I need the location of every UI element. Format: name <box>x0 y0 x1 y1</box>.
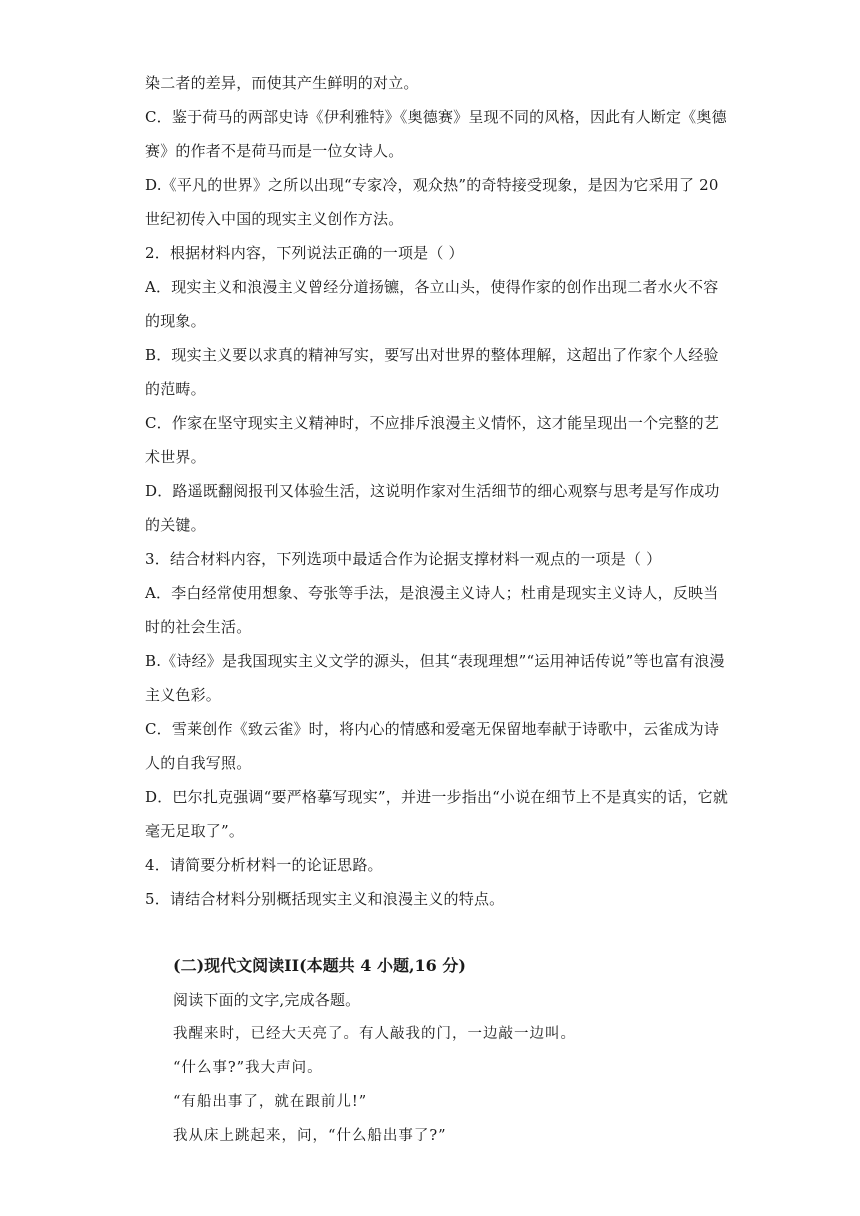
question-5: 5．请结合材料分别概括现实主义和浪漫主义的特点。 <box>145 890 505 908</box>
text-line: 的关键。 <box>145 516 206 534</box>
passage-line: “有船出事了，就在跟前儿!” <box>173 1094 368 1110</box>
question-4: 4．请简要分析材料一的论证思路。 <box>145 856 383 874</box>
option-b: B.《诗经》是我国现实主义文学的源头，但其“表现理想”“运用神话传说”等也富有浪漫 <box>145 652 725 670</box>
text-line: C．鉴于荷马的两部史诗《伊利雅特》《奥德赛》呈现不同的风格，因此有人断定《奥德 <box>145 108 727 126</box>
question-2-stem: 2．根据材料内容，下列说法正确的一项是（ ） <box>145 244 464 262</box>
question-3-stem: 3．结合材料内容，下列选项中最适合作为论据支撑材料一观点的一项是（ ） <box>145 550 662 568</box>
passage-line: 我从床上跳起来，问，“什么船出事了?” <box>173 1128 447 1144</box>
option-a: A．李白经常使用想象、夸张等手法，是浪漫主义诗人；杜甫是现实主义诗人，反映当 <box>145 584 719 602</box>
text-line: 术世界。 <box>145 448 206 466</box>
section-instruction: 阅读下面的文字,完成各题。 <box>173 991 361 1009</box>
option-b: B．现实主义要以求真的精神写实，要写出对世界的整体理解，这超出了作家个人经验 <box>145 346 719 364</box>
text-line: 时的社会生活。 <box>145 618 252 636</box>
text-line: 世纪初传入中国的现实主义创作方法。 <box>145 210 404 228</box>
text-line: 毫无足取了”。 <box>145 822 245 840</box>
passage-line: “什么事?”我大声问。 <box>173 1060 323 1076</box>
text-line: 人的自我写照。 <box>145 754 252 772</box>
text-line: D.《平凡的世界》之所以出现“专家冷，观众热”的奇特接受现象，是因为它采用了 20 <box>145 176 719 194</box>
option-d: D．巴尔扎克强调“要严格摹写现实”，并进一步指出“小说在细节上不是真实的话，它就 <box>145 788 729 806</box>
option-c: C．雪莱创作《致云雀》时，将内心的情感和爱毫无保留地奉献于诗歌中，云雀成为诗 <box>145 720 720 738</box>
option-c: C．作家在坚守现实主义精神时，不应排斥浪漫主义情怀，这才能呈现出一个完整的艺 <box>145 414 720 432</box>
text-line: 赛》的作者不是荷马而是一位女诗人。 <box>145 142 404 160</box>
text-line: 的范畴。 <box>145 380 206 398</box>
text-line: 主义色彩。 <box>145 686 222 704</box>
text-line: 染二者的差异，而使其产生鲜明的对立。 <box>145 74 419 92</box>
section-heading: (二)现代文阅读II(本题共 4 小题,16 分) <box>173 956 466 975</box>
passage-line: 我醒来时，已经大天亮了。有人敲我的门，一边敲一边叫。 <box>173 1026 576 1042</box>
text-line: 的现象。 <box>145 312 206 330</box>
option-a: A．现实主义和浪漫主义曾经分道扬镳，各立山头，使得作家的创作出现二者水火不容 <box>145 278 719 296</box>
option-d: D．路遥既翻阅报刊又体验生活，这说明作家对生活细节的细心观察与思考是写作成功 <box>145 482 720 500</box>
